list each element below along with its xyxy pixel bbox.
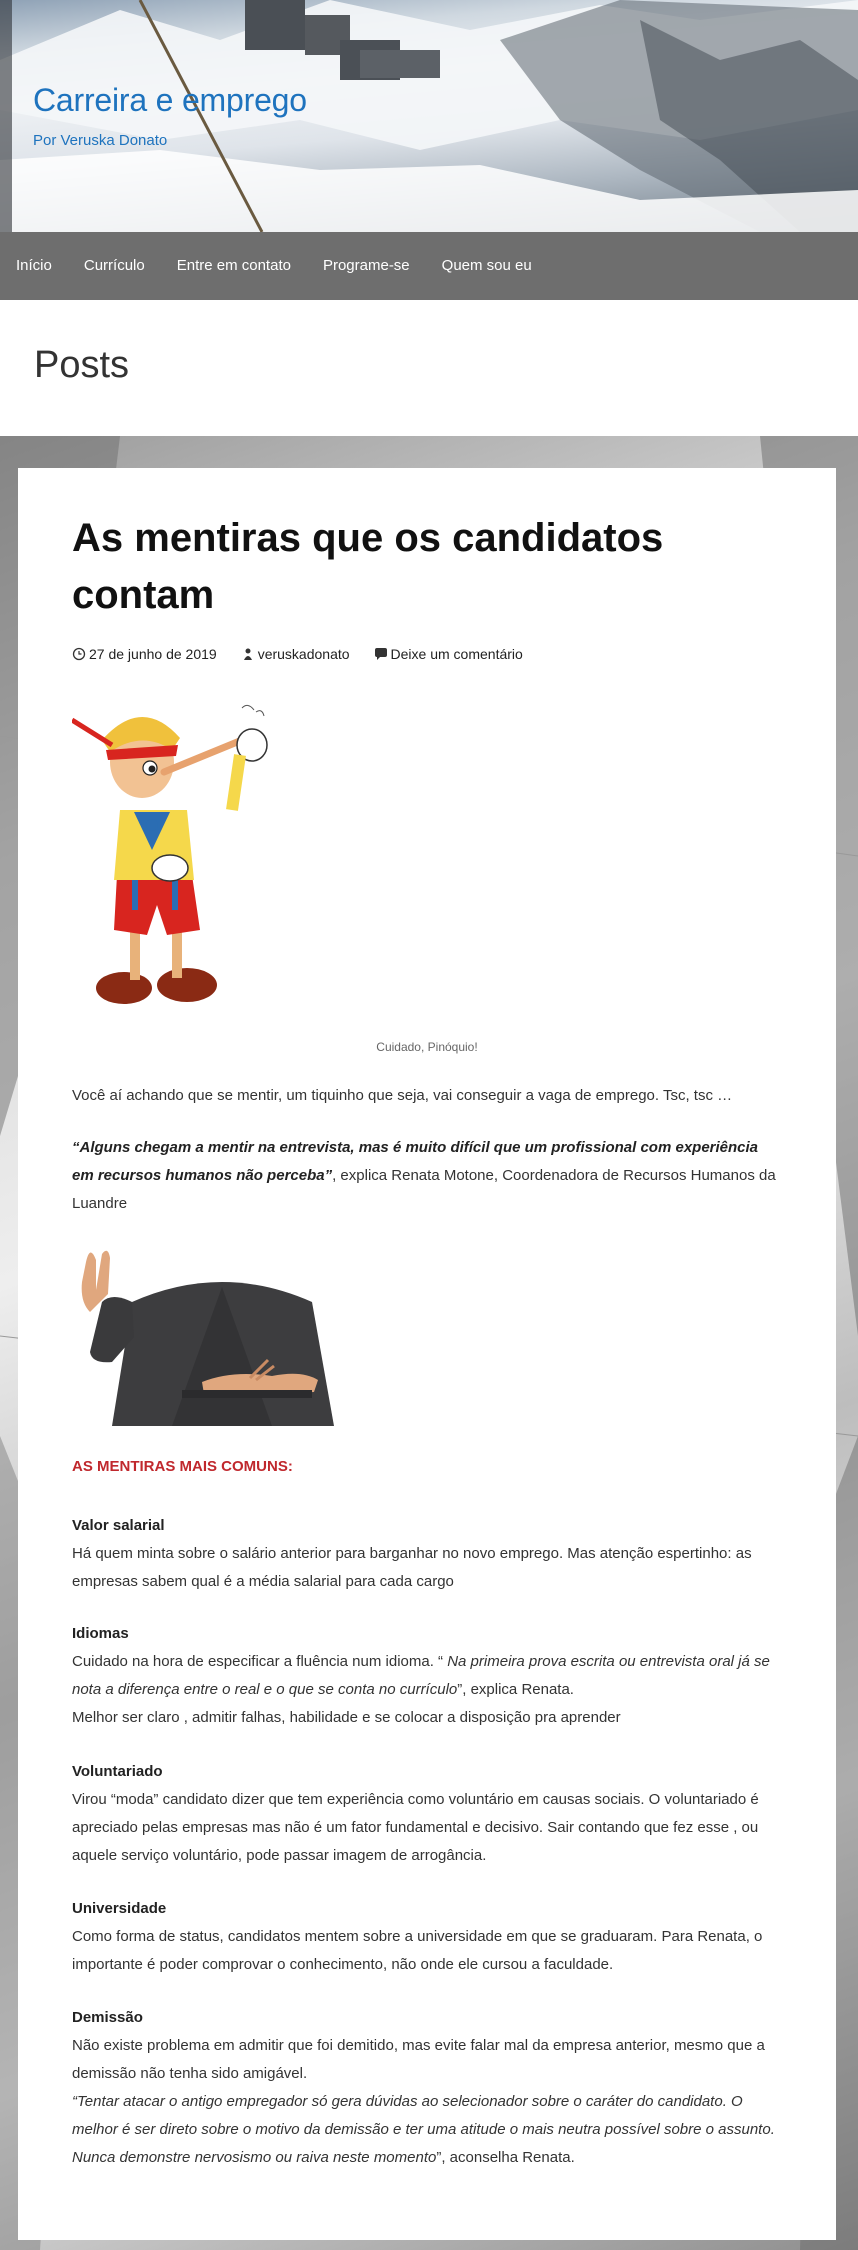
quote-paragraph xyxy=(72,1134,782,1218)
lies-heading: AS MENTIRAS MAIS COMUNS: xyxy=(72,1458,293,1475)
site-title-link[interactable]: Carreira e emprego xyxy=(33,82,307,118)
page-title: Posts xyxy=(34,344,130,386)
section-text: Há quem minta sobre o salário anterior para barganhar no novo emprego. Mas atenção espertinho: as empresas sabem qual é a média salarial para cada cargo xyxy=(72,1545,752,1590)
site-tagline: Por Veruska Donato xyxy=(33,132,168,149)
section-voluntariado xyxy=(72,1758,782,1870)
user-icon xyxy=(241,647,255,661)
section-title: Demissão xyxy=(72,2009,143,2026)
main-navigation xyxy=(0,232,858,300)
intro-paragraph: Você aí achando que se mentir, um tiquinho que seja, vai conseguir a vaga de emprego. Tsc, tsc … xyxy=(72,1087,733,1104)
nav-item-quem-sou-eu[interactable]: Quem sou eu xyxy=(441,257,532,274)
section-title: Universidade xyxy=(72,1900,167,1917)
pinocchio-image xyxy=(72,700,282,1022)
quote-text: “Alguns chegam a mentir na entrevista, mas é muito difícil que um profissional com experiência em recursos humanos não perceba” xyxy=(72,1139,759,1184)
post-comments[interactable] xyxy=(374,646,523,662)
section-quote: “Tentar atacar o antigo empregador só gera dúvidas ao selecionador sobre o caráter do candidato. O melhor é ser direto sobre o motivo da demissão e ter uma atitude o mais neutra possível sobre o assunto. Nunca demonstre nervosismo ou raiva neste momento xyxy=(72,2093,775,2166)
section-text-extra: Melhor ser claro , admitir falhas, habilidade e se colocar a disposição pra aprender xyxy=(72,1709,621,1726)
image-caption: Cuidado, Pinóquio! xyxy=(376,1040,478,1054)
article-meta xyxy=(72,646,547,662)
article-card xyxy=(18,468,836,2240)
post-comments-text: Deixe um comentário xyxy=(390,646,523,662)
section-text-end: ”, explica Renata. xyxy=(457,1681,574,1698)
section-title: Voluntariado xyxy=(72,1763,163,1780)
section-valor-salarial xyxy=(72,1512,782,1596)
post-date-text: 27 de junho de 2019 xyxy=(89,646,217,662)
post-author-text: veruskadonato xyxy=(257,646,350,662)
article-title[interactable]: As mentiras que os candidatos contam xyxy=(72,516,664,617)
section-text: Como forma de status, candidatos mentem sobre a universidade em que se graduaram. Para Renata, o importante é poder comprovar o conhecimento, não onde ele cursou a faculdade. xyxy=(72,1928,763,1973)
crossed-fingers-image xyxy=(72,1242,372,1426)
post-date[interactable] xyxy=(72,646,217,662)
nav-item-programe-se[interactable]: Programe-se xyxy=(322,257,410,274)
section-title: Idiomas xyxy=(72,1625,129,1642)
section-idiomas xyxy=(72,1620,782,1732)
comment-icon xyxy=(374,647,388,661)
section-demissao xyxy=(72,2004,782,2172)
post-author[interactable] xyxy=(241,646,350,662)
section-title: Valor salarial xyxy=(72,1517,165,1534)
section-text: Cuidado na hora de especificar a fluência num idioma. “ xyxy=(72,1653,444,1670)
section-text: Não existe problema em admitir que foi demitido, mas evite falar mal da empresa anterior, mesmo que a demissão não tenha sido amigável. xyxy=(72,2037,765,2082)
nav-item-curriculo[interactable]: Currículo xyxy=(83,257,145,274)
clock-icon xyxy=(72,647,86,661)
section-text: Virou “moda” candidato dizer que tem experiência como voluntário em causas sociais. O voluntariado é apreciado pelas empresas mas não é um fator fundamental e decisivo. Sair contando que fez esse , ou aquele serviço voluntário, pode passar imagem de arrogância. xyxy=(72,1791,759,1864)
site-header xyxy=(0,0,858,232)
page-header xyxy=(0,300,858,436)
nav-item-contato[interactable]: Entre em contato xyxy=(176,257,291,274)
section-quote: Na primeira prova escrita ou entrevista oral já se nota a diferença entre o real e o que se conta no currículo xyxy=(72,1653,770,1698)
nav-item-inicio[interactable]: Início xyxy=(16,257,52,274)
section-universidade xyxy=(72,1895,782,1979)
quote-attribution: , explica Renata Motone, Coordenadora de Recursos Humanos da Luandre xyxy=(72,1167,776,1212)
section-text-end: ”, aconselha Renata. xyxy=(436,2149,575,2166)
